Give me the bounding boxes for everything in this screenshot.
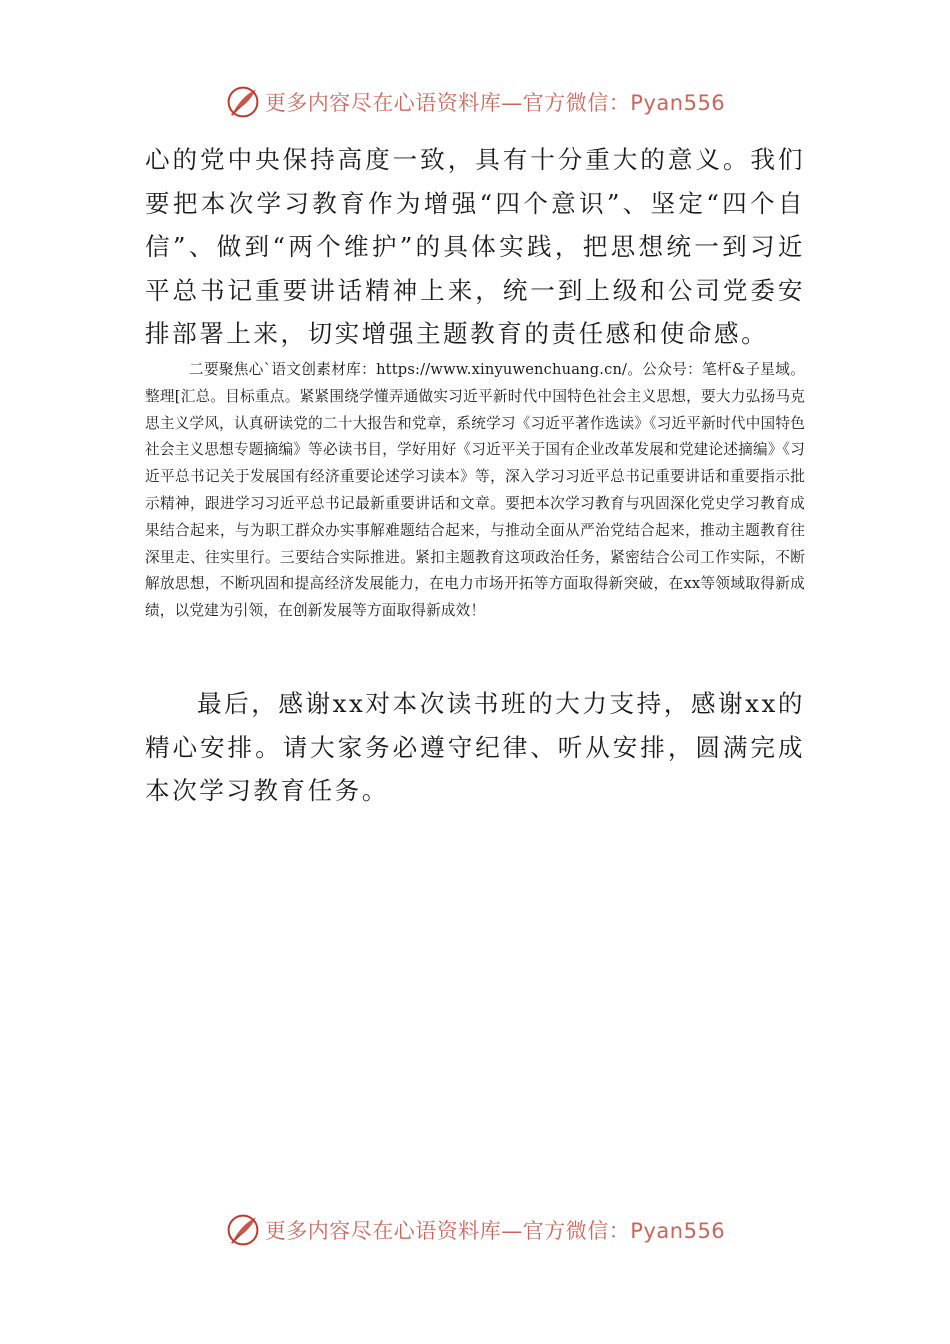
footer-banner-text: 更多内容尽在心语资料库—官方微信：Pyan556 — [264, 1219, 726, 1243]
paragraph-2 — [145, 357, 805, 625]
footer-banner — [0, 1210, 950, 1250]
paragraph-3-text: 最后，感谢xx对本次读书班的大力支持，感谢xx的精心安排。请大家务必遵守纪律、听从安排，圆满完成本次学习教育任务。 — [145, 689, 805, 805]
paragraph-1-text: 心的党中央保持高度一致，具有十分重大的意义。我们要把本次学习教育作为增强“四个意识”、坚定“四个自信”、做到“两个维护”的具体实践，把思想统一到习近平总书记重要讲话精神上来，统一到上级和公司党委安排部署上来，切实增强主题教育的责任感和使命感。 — [145, 145, 805, 348]
paragraph-1 — [145, 138, 805, 356]
quill-pen-icon — [225, 1212, 261, 1248]
paragraph-2-text: 二要聚焦心`语文创素材库：https://www.xinyuwenchuang.cn/。公众号：笔杆&子星域。整理[汇总。目标重点。紧紧围绕学懂弄通做实习近平新时代中国特色社会主义思想，要大力弘扬马克思主义学风，认真研读党的二十大报告和党章，系统学习《习近平著作选读》《习近平新时代中国特色社会主义思想专题摘编》等必读书目，学好用好《习近平关于国有企业改革发展和党建论述摘编》《习近平总书记关于发展国有经济重要论述学习读本》等，深入学习习近平总书记重要讲话和重要指示批示精神，跟进学习习近平总书记最新重要讲话和文章。要把本次学习教育与巩固深化党史学习教育成果结合起来，与为职工群众办实事解难题结合起来，与推动全面从严治党结合起来，推动主题教育往深里走、往实里行。三要结合实际推进。紧扣主题教育这项政治任务，紧密结合公司工作实际，不断解放思想，不断巩固和提高经济发展能力，在电力市场开拓等方面取得新突破，在xx等领域取得新成绩，以党建为引领，在创新发展等方面取得新成效！ — [145, 361, 805, 620]
paragraph-3 — [145, 682, 805, 813]
header-banner-text: 更多内容尽在心语资料库—官方微信：Pyan556 — [264, 91, 726, 115]
quill-pen-icon — [225, 84, 261, 120]
header-banner — [0, 82, 950, 122]
